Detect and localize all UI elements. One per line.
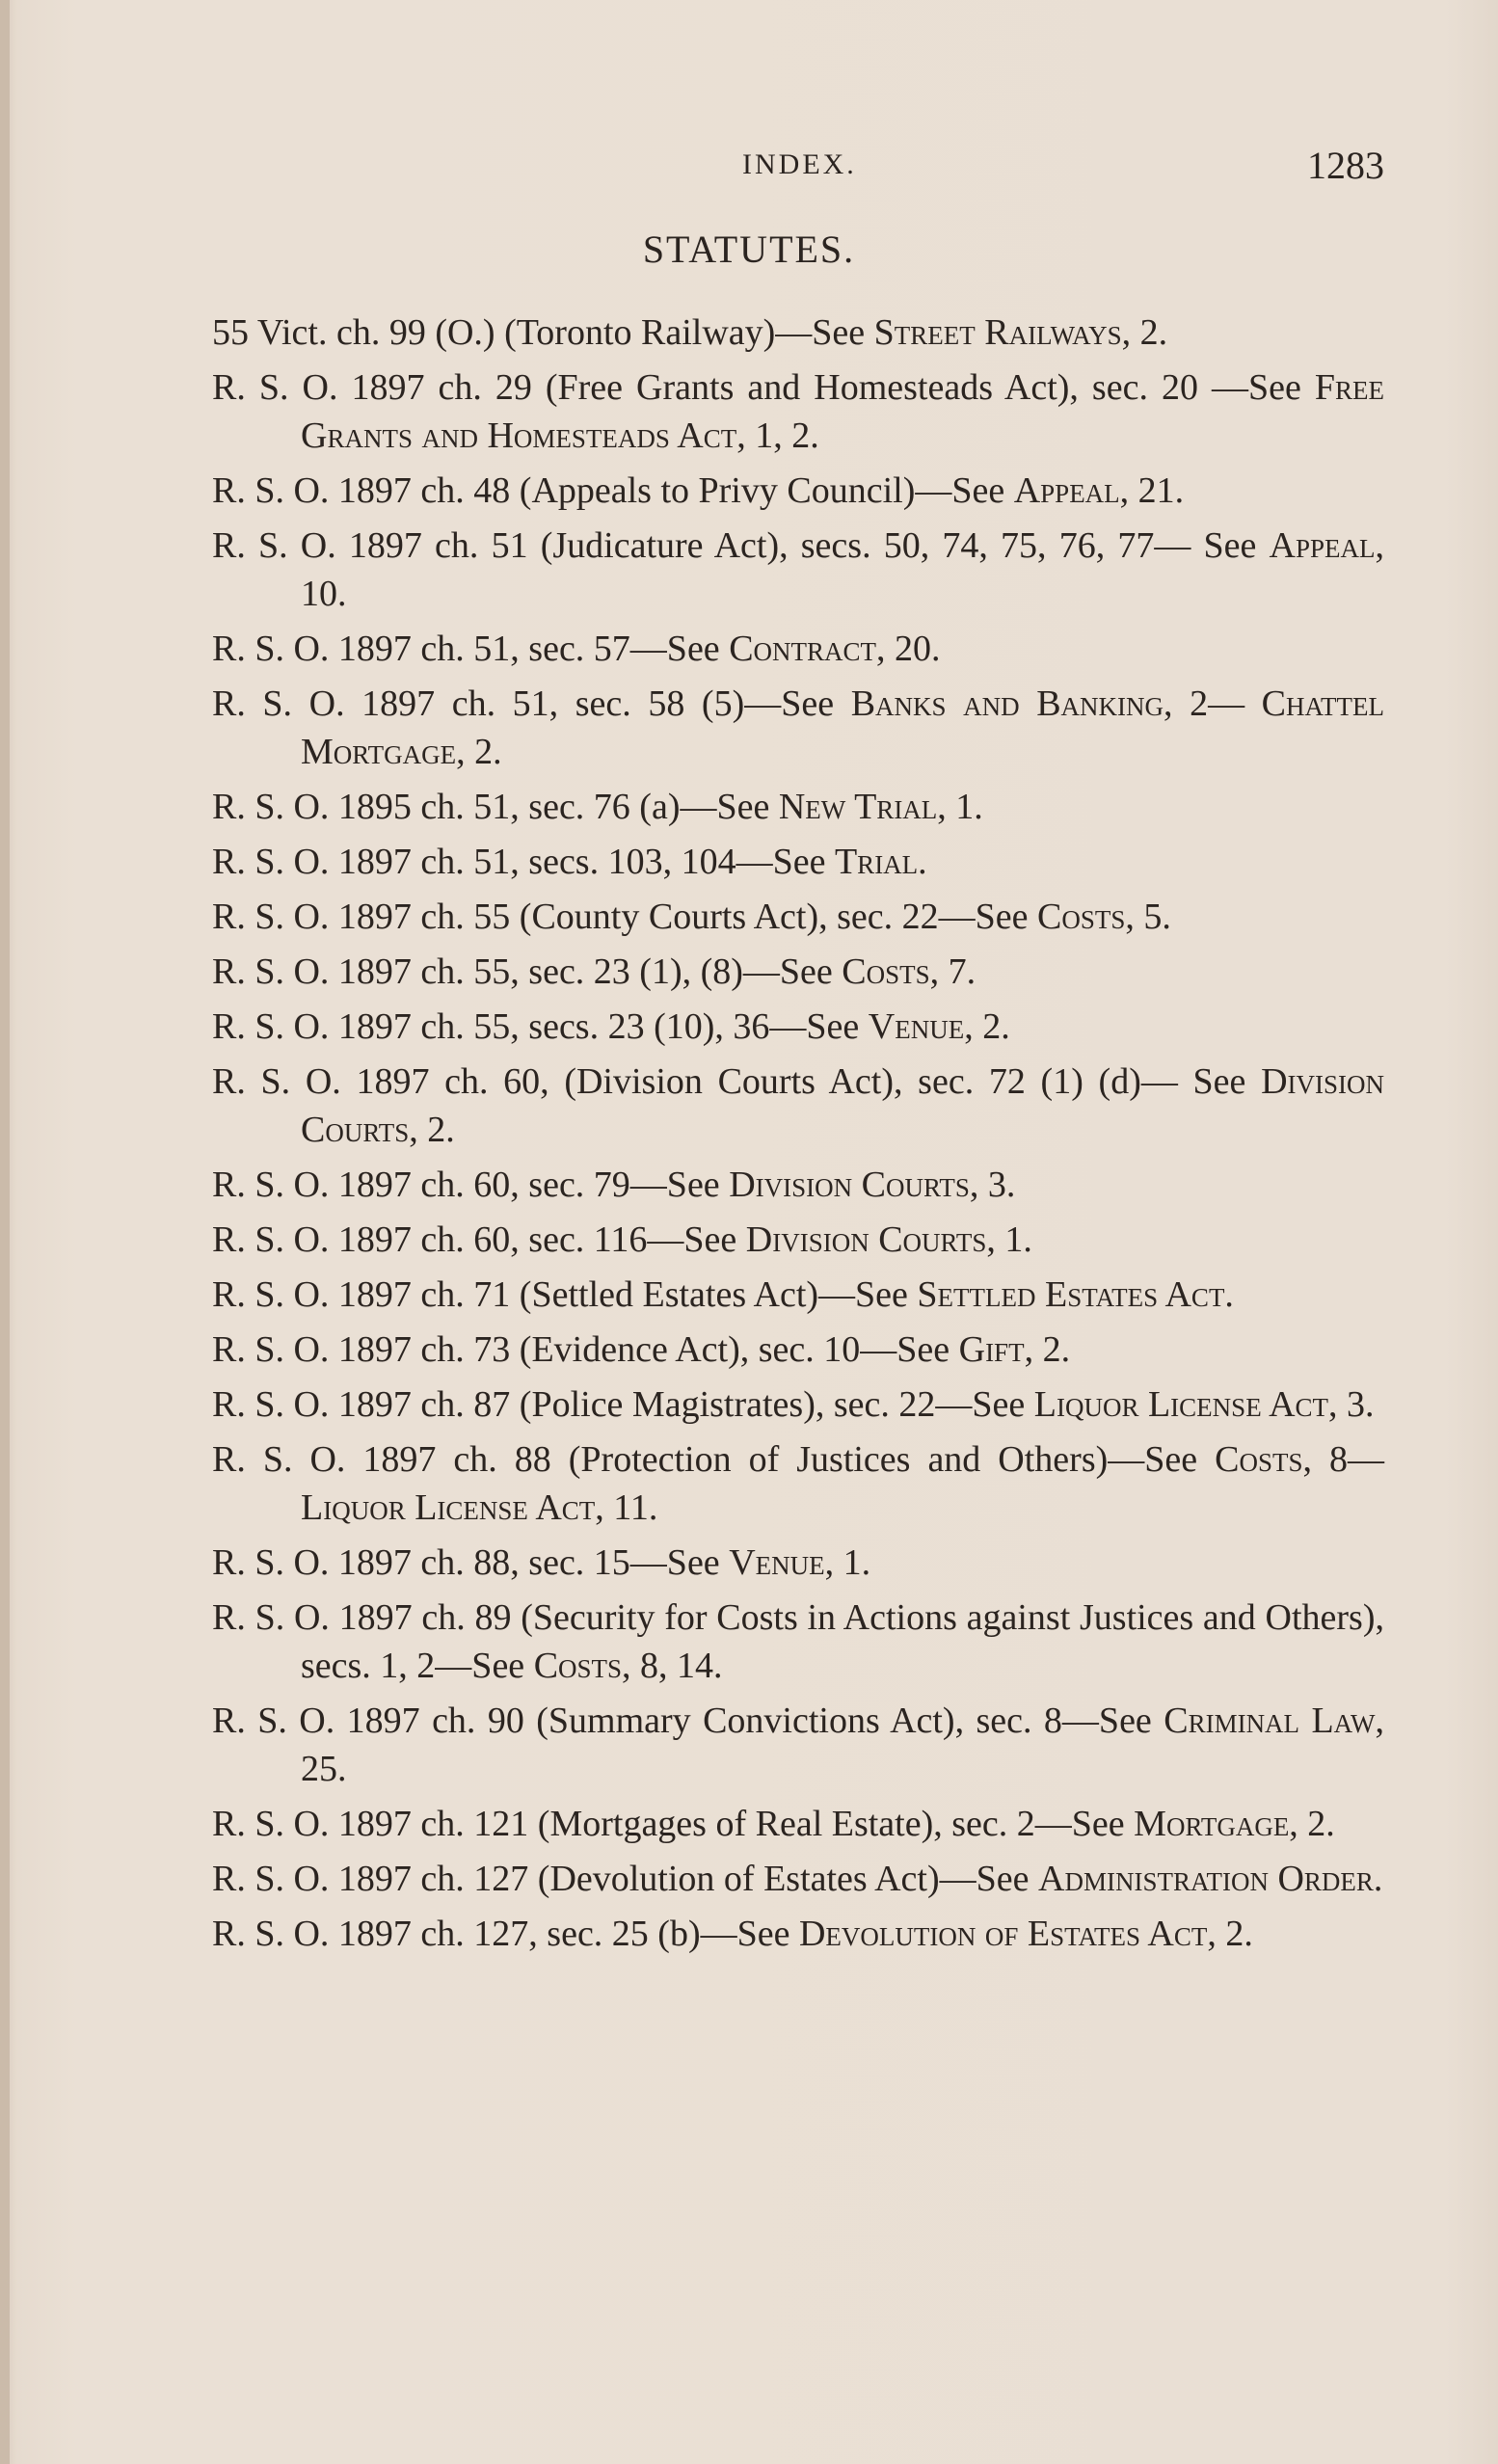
statute-citation: R. S. O. 1897 ch. 71 (Settled Estates Act)—See <box>212 1274 918 1315</box>
statute-entry <box>212 1697 1384 1793</box>
statute-entry <box>212 1161 1384 1209</box>
statute-citation: 55 Vict. ch. 99 (O.) (Toronto Railway)—See <box>212 312 874 353</box>
page-spine-edge <box>0 0 10 2464</box>
cross-reference: Banks and Banking, 2— Chattel Mortgage, 2. <box>301 683 1384 772</box>
cross-reference: Division Courts, 3. <box>729 1165 1016 1205</box>
statute-entry <box>212 1058 1384 1154</box>
statute-entry <box>212 1380 1384 1429</box>
statute-citation: R. S. O. 1897 ch. 60, sec. 116—See <box>212 1219 746 1260</box>
statute-citation: R. S. O. 1897 ch. 90 (Summary Convictions Act), sec. 8—See <box>212 1701 1164 1741</box>
statute-citation: R. S. O. 1897 ch. 55, sec. 23 (1), (8)—See <box>212 951 843 992</box>
cross-reference: Free Grants and Homesteads Act, 1, 2. <box>301 367 1384 456</box>
statute-entry <box>212 1910 1384 1958</box>
section-title: STATUTES. <box>642 228 856 271</box>
cross-reference: New Trial, 1. <box>778 787 983 827</box>
statute-citation: R. S. O. 1897 ch. 60, sec. 79—See <box>212 1165 730 1205</box>
statute-entry <box>212 363 1384 460</box>
cross-reference: Venue, 1. <box>729 1542 871 1583</box>
page-number: 1283 <box>1307 144 1384 187</box>
cross-reference: Devolution of Estates Act, 2. <box>798 1914 1253 1954</box>
running-header <box>0 143 1498 191</box>
cross-reference: Settled Estates Act. <box>917 1274 1234 1315</box>
statute-citation: R. S. O. 1897 ch. 51, secs. 103, 104—See <box>212 842 835 882</box>
statute-citation: R. S. O. 1897 ch. 55 (County Courts Act), sec. 22—See <box>212 897 1038 937</box>
statute-citation: R. S. O. 1897 ch. 88 (Protection of Justices and Others)—See <box>212 1439 1216 1480</box>
statute-citation: R. S. O. 1897 ch. 55, secs. 23 (10), 36—See <box>212 1006 869 1047</box>
statute-entry <box>212 893 1384 941</box>
cross-reference: Administration Order. <box>1038 1859 1383 1899</box>
statute-entry <box>212 1003 1384 1051</box>
statute-citation: R. S. O. 1897 ch. 60, (Division Courts Act), sec. 72 (1) (d)— See <box>212 1061 1262 1102</box>
cross-reference: Gift, 2. <box>958 1329 1071 1370</box>
cross-reference: Appeal, 21. <box>1013 470 1185 511</box>
statute-entry <box>212 783 1384 831</box>
statute-citation: R. S. O. 1897 ch. 127 (Devolution of Estates Act)—See <box>212 1859 1039 1899</box>
cross-reference: Costs, 7. <box>842 951 976 992</box>
statute-entry <box>212 680 1384 776</box>
statute-entries-list <box>212 308 1384 1965</box>
statute-citation: R. S. O. 1897 ch. 51 (Judicature Act), secs. 50, 74, 75, 76, 77— See <box>212 525 1270 566</box>
statute-entry <box>212 838 1384 886</box>
statute-citation: R. S. O. 1897 ch. 127, sec. 25 (b)—See <box>212 1914 799 1954</box>
statute-entry <box>212 1435 1384 1532</box>
statute-entry <box>212 1271 1384 1319</box>
statute-citation: R. S. O. 1897 ch. 89 (Security for Costs in Actions against Justices and Others), secs. 1, 2—See <box>212 1597 1384 1686</box>
cross-reference: Contract, 20. <box>729 629 941 669</box>
statute-entry <box>212 1539 1384 1587</box>
statute-citation: R. S. O. 1897 ch. 87 (Police Magistrates), sec. 22—See <box>212 1384 1034 1425</box>
statute-entry <box>212 948 1384 996</box>
cross-reference: Trial. <box>834 842 927 882</box>
statute-entry <box>212 1594 1384 1690</box>
statute-entry <box>212 1326 1384 1374</box>
running-title: INDEX. <box>742 148 857 180</box>
statute-entry <box>212 625 1384 673</box>
statute-citation: R. S. O. 1897 ch. 48 (Appeals to Privy Council)—See <box>212 470 1014 511</box>
statute-entry <box>212 1800 1384 1848</box>
statute-citation: R. S. O. 1897 ch. 88, sec. 15—See <box>212 1542 730 1583</box>
statute-entry <box>212 467 1384 515</box>
statute-citation: R. S. O. 1897 ch. 51, sec. 57—See <box>212 629 730 669</box>
cross-reference: Street Railways, 2. <box>873 312 1168 353</box>
cross-reference: Costs, 8, 14. <box>533 1646 723 1686</box>
cross-reference: Division Courts, 2. <box>301 1061 1384 1150</box>
cross-reference: Liquor License Act, 3. <box>1033 1384 1375 1425</box>
statute-citation: R. S. O. 1897 ch. 29 (Free Grants and Homesteads Act), sec. 20 —See <box>212 367 1315 408</box>
statute-citation: R. S. O. 1895 ch. 51, sec. 76 (a)—See <box>212 787 779 827</box>
cross-reference: Division Courts, 1. <box>745 1219 1032 1260</box>
statute-entry <box>212 308 1384 357</box>
statute-citation: R. S. O. 1897 ch. 73 (Evidence Act), sec. 10—See <box>212 1329 959 1370</box>
cross-reference: Criminal Law, 25. <box>301 1701 1384 1789</box>
statute-citation: R. S. O. 1897 ch. 121 (Mortgages of Real Estate), sec. 2—See <box>212 1804 1135 1844</box>
statute-citation: R. S. O. 1897 ch. 51, sec. 58 (5)—See <box>212 683 851 724</box>
statute-entry <box>212 1216 1384 1264</box>
cross-reference: Venue, 2. <box>868 1006 1010 1047</box>
statute-entry <box>212 522 1384 618</box>
cross-reference: Costs, 8—Liquor License Act, 11. <box>301 1439 1385 1528</box>
cross-reference: Mortgage, 2. <box>1134 1804 1335 1844</box>
cross-reference: Costs, 5. <box>1037 897 1171 937</box>
cross-reference: Appeal, 10. <box>301 525 1384 614</box>
statute-entry <box>212 1855 1384 1903</box>
